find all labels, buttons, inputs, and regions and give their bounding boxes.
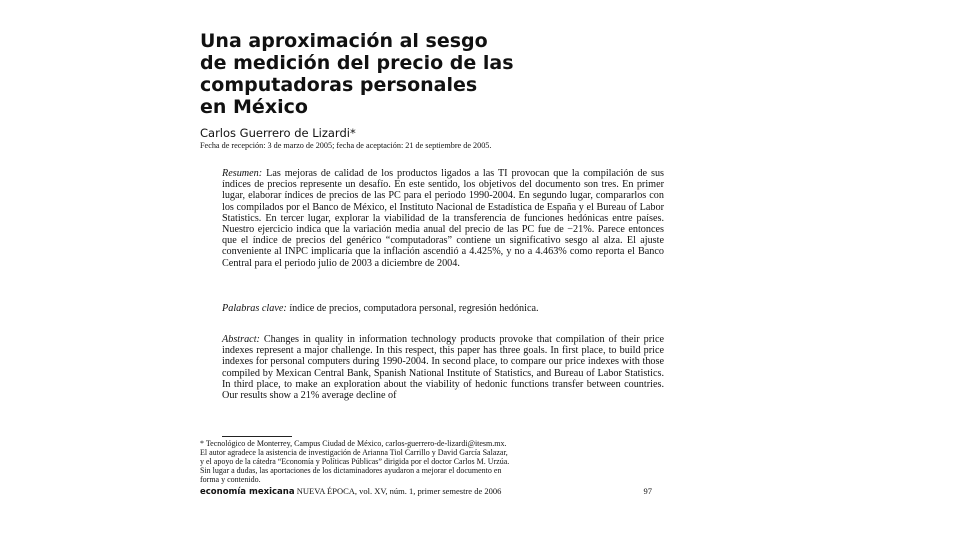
title-line: en México [200, 96, 308, 118]
author-name: Carlos Guerrero de Lizardi* [200, 126, 356, 140]
keywords-text: índice de precios, computadora personal, regresión hedónica. [289, 303, 539, 314]
abstract-text: Changes in quality in information technology products provoke that compilation of their price indexes represent a major challenge. In this respect, this paper has three goals. In first place, to build price indexes for personal computers during 1990-2004. In second place, to compare our price indexes with those compiled by Mexican Central Bank, Spanish National Institute of Statistics, and Bureau of Labor Statistics. In third place, to make an exploration about the viability of hedonic functions transfer between countries. Our results show a 21% average decline of [222, 334, 665, 402]
title-line: de medición del precio de las [200, 52, 514, 74]
resumen-label: Resumen: [222, 168, 263, 179]
footnote-line: forma y contenido. [200, 475, 261, 484]
resumen-paragraph [222, 168, 664, 269]
page-footer [200, 486, 660, 497]
title-line: Una aproximación al sesgo [200, 30, 488, 52]
journal-page [180, 20, 700, 525]
title-line: computadoras personales [200, 74, 478, 96]
abstract-paragraph [222, 334, 664, 401]
keywords-paragraph [222, 303, 664, 314]
page-number: 97 [643, 486, 652, 496]
article-title [200, 30, 680, 118]
footnote-line: * Tecnológico de Monterrey, Campus Ciudad de México, carlos-guerrero-de-lizardi@itesm.mx. [200, 439, 507, 448]
keywords-label: Palabras clave: [222, 303, 287, 314]
footnote-line: y el apoyo de la cátedra “Economía y Políticas Públicas” dirigida por el doctor Carlos M. Urzúa. [200, 457, 510, 466]
resumen-text: Las mejoras de calidad de los productos ligados a las TI provocan que la compilación de sus índices de precios represente un desafío. En este sentido, los objetivos del documento son tres. En primer lugar, elaborar índices de precios de las PC para el periodo 1990-2004. En segundo lugar, compararlos con los compilados por el Banco de México, el Instituto Nacional de Estadística de España y el Bureau of Labor Statistics. En tercer lugar, explorar la viabilidad de la transferencia de funciones hedónicas entre países. Nuestro ejercicio indica que la variación media anual del precio de las PC fue de −21%. Parece entonces que el índice de precios del genérico “computadoras” contiene un significativo sesgo al alza. El ajuste conveniente al INPC implicaría que la inflación ascendió a 4.425%, y no a 4.463% como reporta el Banco Central para el periodo julio de 2003 a diciembre de 2004. [222, 168, 665, 269]
footnote-line: El autor agradece la asistencia de investigación de Arianna Tiol Carrillo y David García Salazar, [200, 448, 508, 457]
abstract-label: Abstract: [222, 334, 260, 345]
journal-name: economía mexicana [200, 487, 295, 497]
submission-dates: Fecha de recepción: 3 de marzo de 2005; fecha de aceptación: 21 de septiembre de 2005. [200, 141, 492, 150]
footnote-line: Sin lugar a dudas, las aportaciones de los dictaminadores ayudaron a mejorar el documento en [200, 466, 502, 475]
footnote-divider [222, 436, 292, 437]
footnote [200, 439, 664, 484]
journal-issue: NUEVA ÉPOCA, vol. XV, núm. 1, primer semestre de 2006 [296, 486, 502, 496]
